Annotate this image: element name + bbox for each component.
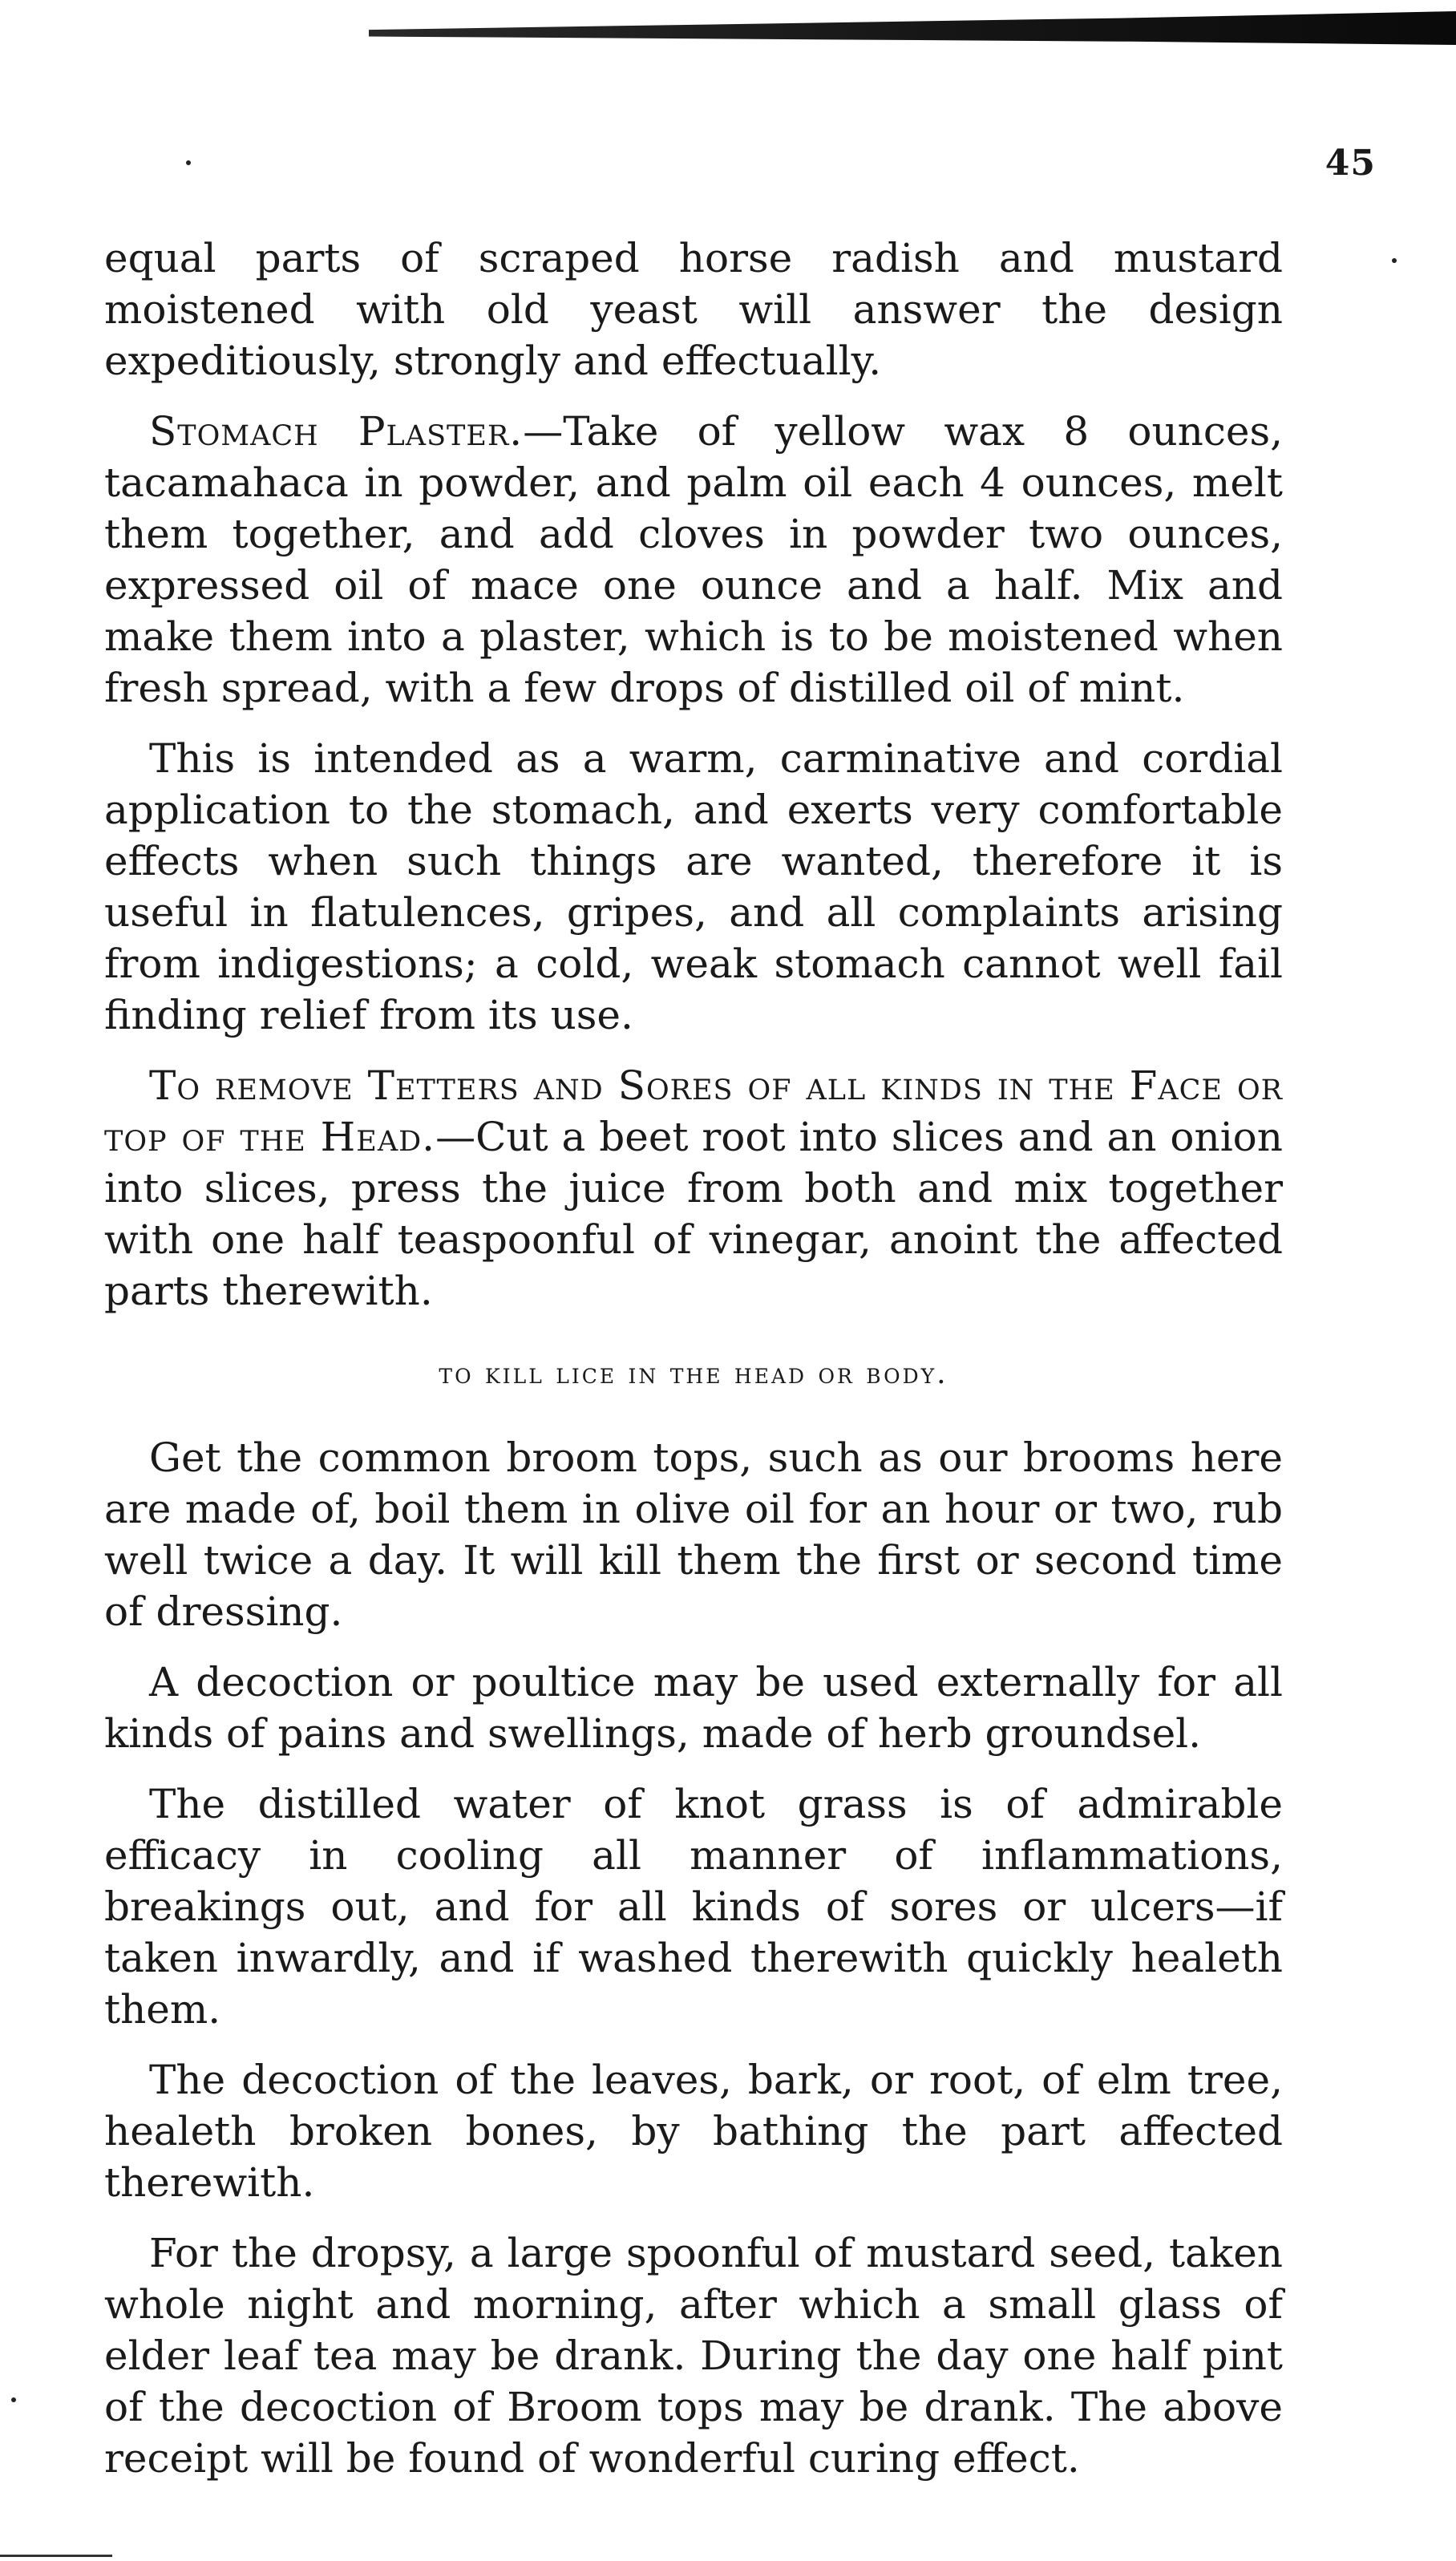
paragraph-application: This is intended as a warm, carminative and cordial application to the stomach, and exerts very comfortable effects when such things are wanted, therefore it is useful in flatulences, gripes, and all complaints arising from indigestions; a cold, weak stomach cannot well fail finding relief from its use. xyxy=(104,735,1283,1038)
paragraph-knot-grass: The distilled water of knot grass is of admirable efficacy in cooling all manner of inflammations, breakings out, and for all kinds of sores or ulcers—if taken inwardly, and if washed therewith quickly healeth them. xyxy=(104,1781,1283,2033)
paragraph-elm-tree: The decoction of the leaves, bark, or root, of elm tree, healeth broken bones, by bathing the part affected therewith. xyxy=(104,2057,1283,2206)
paragraph-tetters xyxy=(104,1060,1283,1317)
margin-speck xyxy=(11,2397,16,2402)
section-heading: to kill lice in the head or body. xyxy=(439,1357,948,1390)
top-printed-rule xyxy=(369,11,1456,45)
margin-speck xyxy=(1392,258,1397,263)
paragraph-continuation: equal parts of scraped horse radish and mustard moistened with old yeast will answer the design expeditiously, strongly and effectually. xyxy=(104,235,1283,384)
margin-speck xyxy=(186,160,191,165)
bottom-printed-rule xyxy=(0,2555,112,2557)
run-in-heading: To remove Tetters and Sores of all kinds in the Face or top of the Head. xyxy=(104,1062,1283,1160)
page-body xyxy=(104,233,1283,2503)
run-in-heading: Stomach Plaster. xyxy=(149,408,524,455)
paragraph-text: —Cut a beet root into slices and an onion into slices, press the juice from both and mix together with one half teaspoonful of vinegar, anoint the affected parts therewith. xyxy=(104,1114,1283,1314)
paragraph-stomach-plaster xyxy=(104,406,1283,714)
paragraph-groundsel: A decoction or poultice may be used externally for all kinds of pains and swellings, made of herb groundsel. xyxy=(104,1659,1283,1757)
paragraph-broom-tops: Get the common broom tops, such as our brooms here are made of, boil them in olive oil for an hour or two, rub well twice a day. It will kill them the first or second time of dressing. xyxy=(104,1434,1283,1635)
page-number: 45 xyxy=(1325,143,1376,184)
paragraph-dropsy: For the dropsy, a large spoonful of mustard seed, taken whole night and morning, after which a small glass of elder leaf tea may be drank. During the day one half pint of the decoction of Broom tops may be drank. The above receipt will be found of wonderful curing effect. xyxy=(104,2230,1283,2482)
paragraph-text: —Take of yellow wax 8 ounces, tacamahaca in powder, and palm oil each 4 ounces, melt them together, and add cloves in powder two ounces, expressed oil of mace one ounce and a half. Mix and make them into a plaster, which is to be moistened when fresh spread, with a few drops of distilled oil of mint. xyxy=(104,408,1283,711)
